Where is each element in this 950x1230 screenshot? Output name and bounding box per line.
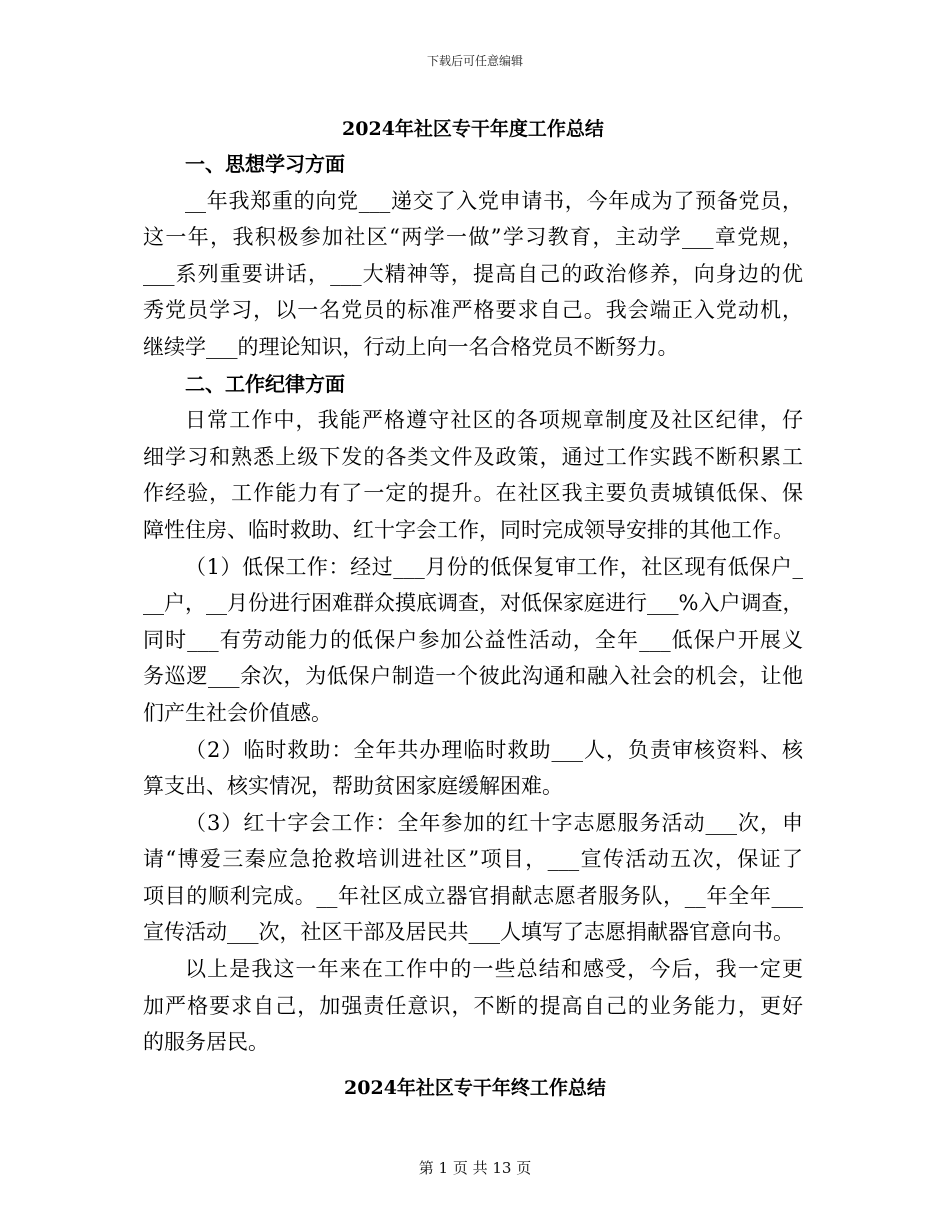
paragraph-line: 这一年，我积极参加社区“两学一做”学习教育，主动学___章党规， bbox=[143, 225, 803, 250]
paragraph-line: __年我郑重的向党___递交了入党申请书，今年成为了预备党员， bbox=[185, 188, 803, 213]
paragraph-line: ___系列重要讲话，___大精神等，提高自己的政治修养，向身边的优 bbox=[143, 261, 803, 286]
section-heading-study: 一、思想学习方面 bbox=[185, 152, 345, 176]
paragraph-line: 细学习和熟悉上级下发的各类文件及政策，通过工作实践不断积累工 bbox=[143, 444, 803, 469]
paragraph-line: 继续学___的理论知识，行动上向一名合格党员不断努力。 bbox=[143, 334, 679, 359]
paragraph-line: （1）低保工作：经过___月份的低保复审工作，社区现有低保户_ bbox=[185, 554, 803, 579]
paragraph-line: 宣传活动___次，社区干部及居民共___人填写了志愿捐献器官意向书。 bbox=[143, 920, 794, 945]
paragraph-line: 作经验，工作能力有了一定的提升。在社区我主要负责城镇低保、保 bbox=[143, 481, 803, 506]
paragraph-line: 务巡逻___余次，为低保户制造一个彼此沟通和融入社会的机会，让他 bbox=[143, 664, 803, 689]
paragraph-line: 障性住房、临时救助、红十字会工作，同时完成领导安排的其他工作。 bbox=[143, 517, 794, 542]
paragraph-line: 秀党员学习，以一名党员的标准严格要求自己。我会端正入党动机， bbox=[143, 298, 803, 323]
paragraph-line: 加严格要求自己，加强责任意识，不断的提高自己的业务能力，更好 bbox=[143, 993, 803, 1018]
second-document-title: 2024年社区专干年终工作总结 bbox=[344, 1077, 606, 1099]
paragraph-line: __户，__月份进行困难群众摸底调查，对低保家庭进行___%入户调查， bbox=[143, 591, 804, 616]
paragraph-line: 日常工作中，我能严格遵守社区的各项规章制度及社区纪律，仔 bbox=[185, 408, 803, 433]
page-number: 第 1 页 共 13 页 bbox=[418, 1159, 532, 1177]
paragraph-line: 项目的顺利完成。__年社区成立器官捐献志愿者服务队，__年全年___ bbox=[143, 883, 803, 908]
paragraph-line: 请“博爱三秦应急抢救培训进社区”项目，___宣传活动五次，保证了 bbox=[143, 847, 803, 872]
paragraph-line: （3）红十字会工作：全年参加的红十字志愿服务活动___次，申 bbox=[185, 810, 803, 835]
document-title: 2024年社区专干年度工作总结 bbox=[342, 118, 604, 140]
paragraph-line: 的服务居民。 bbox=[143, 1030, 269, 1055]
paragraph-line: 算支出、核实情况，帮助贫困家庭缓解困难。 bbox=[143, 774, 563, 799]
paragraph-line: 们产生社会价值感。 bbox=[143, 700, 332, 725]
document-body bbox=[143, 112, 803, 1061]
section-heading-discipline: 二、工作纪律方面 bbox=[185, 371, 345, 396]
paragraph-line: 以上是我这一年来在工作中的一些总结和感受，今后，我一定更 bbox=[185, 957, 803, 982]
paragraph-line: 同时___有劳动能力的低保户参加公益性活动，全年___低保户开展义 bbox=[143, 627, 803, 652]
paragraph-line: （2）临时救助：全年共办理临时救助___人，负责审核资料、核 bbox=[185, 737, 803, 762]
header-note: 下载后可任意编辑 bbox=[426, 54, 523, 68]
